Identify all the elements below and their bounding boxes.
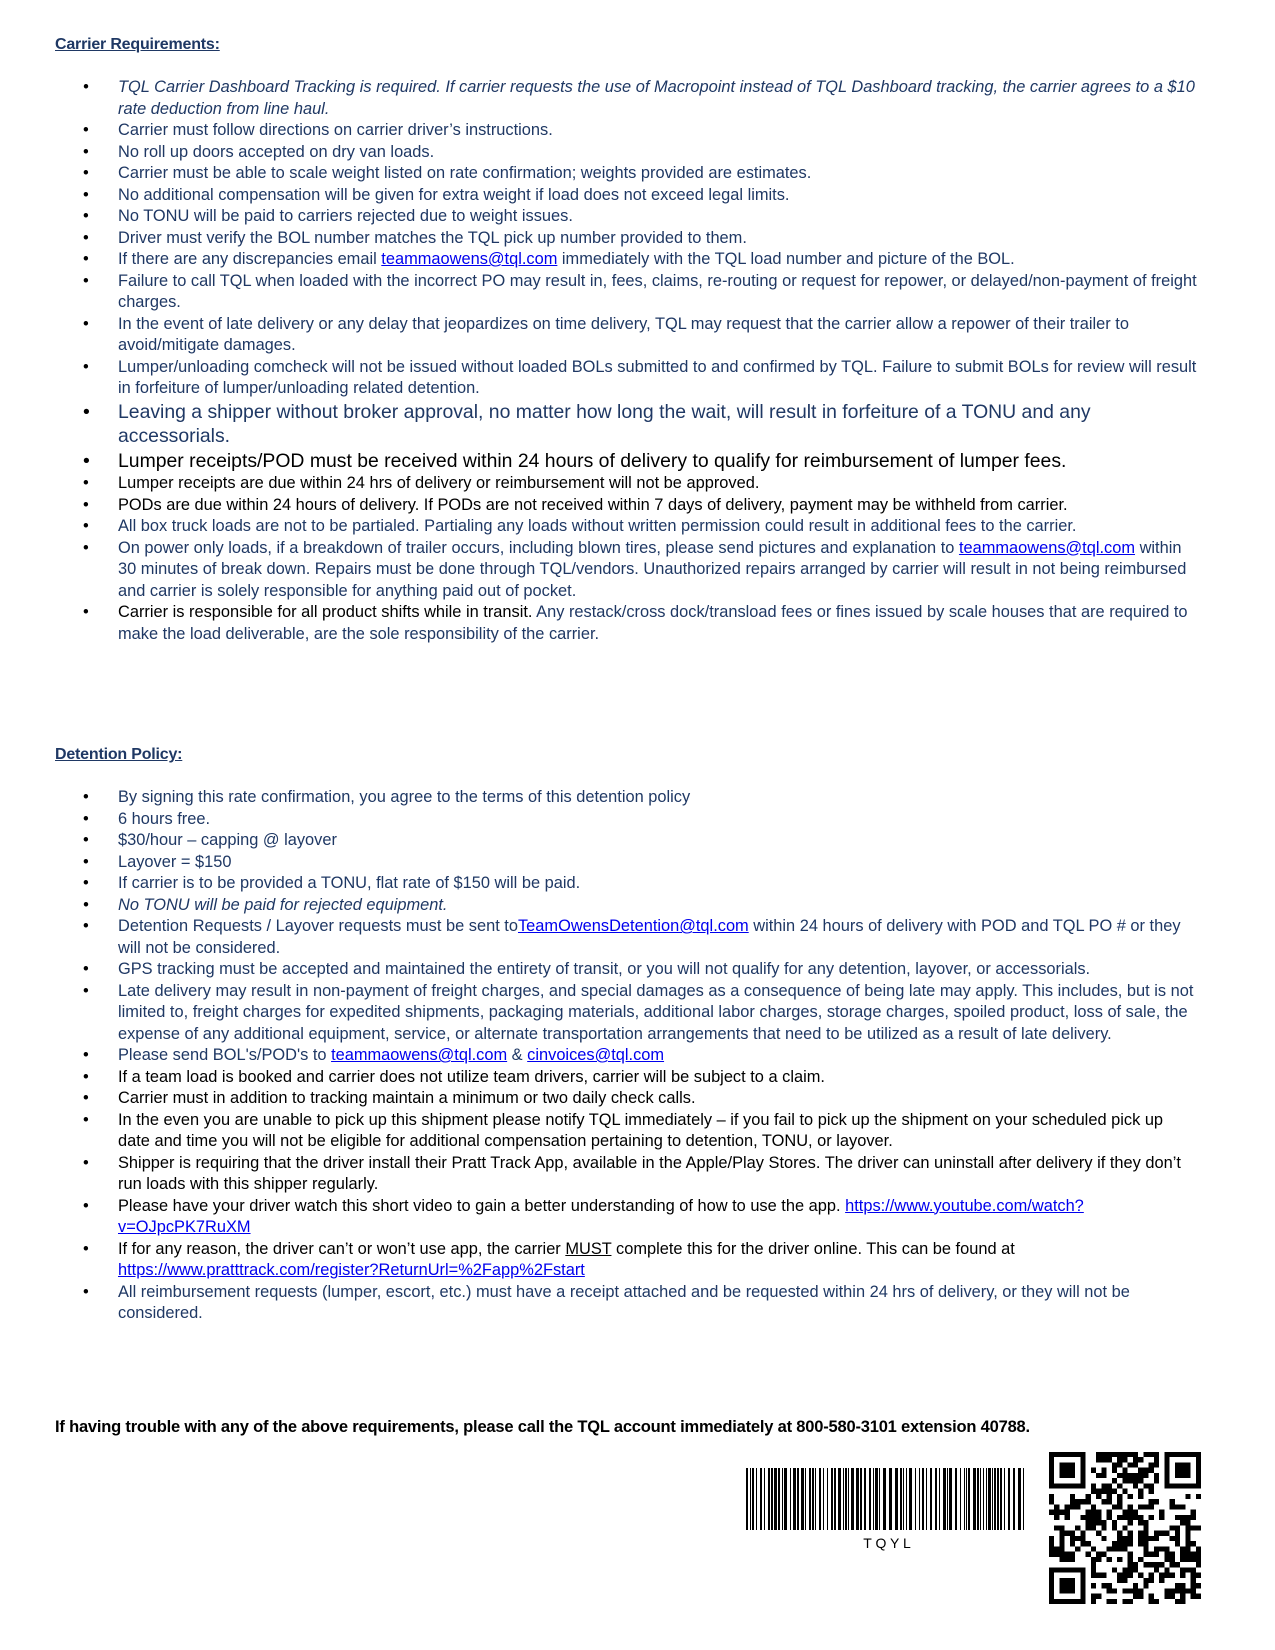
list-item: • In the even you are unable to pick up this shipment please notify TQL immediately – if you fail to pick up the shipment on your scheduled pick up date and time you will not be eligible for additional compensation pertaining to detention, TONU, or layover.	[0, 1110, 1198, 1153]
detention-policy-list	[0, 787, 1275, 1325]
list-item: • Carrier must be able to scale weight listed on rate confirmation; weights provided are estimates.	[0, 163, 1198, 185]
list-item: • Detention Requests / Layover requests must be sent toTeamOwensDetention@tql.com within 24 hours of delivery with POD and TQL PO # or they will not be considered.	[0, 916, 1198, 959]
list-item: • Driver must verify the BOL number matches the TQL pick up number provided to them.	[0, 228, 1198, 250]
list-item: • Leaving a shipper without broker approval, no matter how long the wait, will result in forfeiture of a TONU and any accessorials.	[0, 400, 1198, 449]
list-item: • Lumper receipts/POD must be received within 24 hours of delivery to qualify for reimbursement of lumper fees.	[0, 449, 1198, 474]
email-link[interactable]: cinvoices@tql.com	[527, 1046, 665, 1064]
list-item: • GPS tracking must be accepted and maintained the entirety of transit, or you will not qualify for any detention, layover, or accessorials.	[0, 959, 1198, 981]
list-item: • 6 hours free.	[0, 809, 1198, 831]
list-item: • Lumper receipts are due within 24 hrs of delivery or reimbursement will not be approved.	[0, 473, 1198, 495]
list-item: • Please have your driver watch this short video to gain a better understanding of how to use the app. https://www.youtube.com/watch?v=OJpcPK7RuXM	[0, 1196, 1198, 1239]
email-link[interactable]: teammaowens@tql.com	[381, 250, 558, 268]
video-link[interactable]: https://www.youtube.com/watch?v=OJpcPK7RuXM	[118, 1196, 1084, 1236]
list-item: • If there are any discrepancies email teammaowens@tql.com immediately with the TQL load number and picture of the BOL.	[0, 249, 1198, 271]
register-link[interactable]: https://www.pratttrack.com/register?ReturnUrl=%2Fapp%2Fstart	[118, 1261, 585, 1279]
list-item: • No roll up doors accepted on dry van loads.	[0, 142, 1198, 164]
list-item: • In the event of late delivery or any delay that jeopardizes on time delivery, TQL may request that the carrier allow a repower of their trailer to avoid/mitigate damages.	[0, 314, 1198, 357]
list-item: • Layover = $150	[0, 852, 1198, 874]
list-item: • $30/hour – capping @ layover	[0, 830, 1198, 852]
list-item: • By signing this rate confirmation, you agree to the terms of this detention policy	[0, 787, 1198, 809]
list-item: • On power only loads, if a breakdown of trailer occurs, including blown tires, please send pictures and explanation to teammaowens@tql.com within 30 minutes of break down. Repairs must be done through TQL/vendors. Unauthorized repairs arranged by carrier will result in not being reimbursed and carrier is solely responsible for anything paid out of pocket.	[0, 538, 1198, 603]
barcode-text: T Q Y L	[863, 1535, 911, 1551]
list-item: • Late delivery may result in non-payment of freight charges, and special damages as a consequence of being late may apply. This includes, but is not limited to, freight charges for expedited shipments, packaging materials, additional labor charges, storage charges, spoiled product, loss of sale, the expense of any additional equipment, service, or alternate transportation arrangements that need to be utilized as a result of late delivery.	[0, 981, 1198, 1046]
carrier-requirements-list	[0, 77, 1275, 645]
list-item: • Please send BOL's/POD's to teammaowens@tql.com & cinvoices@tql.com	[0, 1045, 1198, 1067]
list-item: • Carrier must follow directions on carrier driver’s instructions.	[0, 120, 1198, 142]
qr-code-icon	[1049, 1452, 1201, 1604]
footer-notice: If having trouble with any of the above requirements, please call the TQL account immediately at 800-580-3101 extension 40788.	[55, 1418, 1030, 1436]
list-item: • No additional compensation will be given for extra weight if load does not exceed legal limits.	[0, 185, 1198, 207]
barcode-icon	[744, 1468, 1030, 1552]
list-item: • Carrier is responsible for all product shifts while in transit. Any restack/cross dock/transload fees or fines issued by scale houses that are required to make the load deliverable, are the sole responsibility of the carrier.	[0, 602, 1198, 645]
list-item: • If carrier is to be provided a TONU, flat rate of $150 will be paid.	[0, 873, 1198, 895]
list-item: • No TONU will be paid for rejected equipment.	[0, 895, 1198, 917]
list-item: • PODs are due within 24 hours of delivery. If PODs are not received within 7 days of delivery, payment may be withheld from carrier.	[0, 495, 1198, 517]
list-item: • If a team load is booked and carrier does not utilize team drivers, carrier will be subject to a claim.	[0, 1067, 1198, 1089]
list-item: • No TONU will be paid to carriers rejected due to weight issues.	[0, 206, 1198, 228]
carrier-requirements-heading: Carrier Requirements:	[55, 36, 220, 53]
list-item: • All box truck loads are not to be partialed. Partialing any loads without written permission could result in additional fees to the carrier.	[0, 516, 1198, 538]
email-link[interactable]: TeamOwensDetention@tql.com	[517, 917, 749, 935]
list-item: • If for any reason, the driver can’t or won’t use app, the carrier MUST complete this for the driver online. This can be found at https://www.pratttrack.com/register?ReturnUrl=%2Fapp%2Fstart	[0, 1239, 1198, 1282]
list-item: • Failure to call TQL when loaded with the incorrect PO may result in, fees, claims, re-routing or request for repower, or delayed/non-payment of freight charges.	[0, 271, 1198, 314]
list-item: • Shipper is requiring that the driver install their Pratt Track App, available in the Apple/Play Stores. The driver can uninstall after delivery if they don’t run loads with this shipper regularly.	[0, 1153, 1198, 1196]
list-item: • TQL Carrier Dashboard Tracking is required. If carrier requests the use of Macropoint instead of TQL Dashboard tracking, the carrier agrees to a $10 rate deduction from line haul.	[0, 77, 1198, 120]
detention-policy-heading: Detention Policy:	[55, 746, 183, 763]
email-link[interactable]: teammaowens@tql.com	[958, 538, 1136, 557]
list-item: • Lumper/unloading comcheck will not be issued without loaded BOLs submitted to and confirmed by TQL. Failure to submit BOLs for review will result in forfeiture of lumper/unloading related detention.	[0, 357, 1198, 400]
list-item: • All reimbursement requests (lumper, escort, etc.) must have a receipt attached and be requested within 24 hrs of delivery, or they will not be considered.	[0, 1282, 1198, 1325]
email-link[interactable]: teammaowens@tql.com	[331, 1046, 508, 1064]
list-item: • Carrier must in addition to tracking maintain a minimum or two daily check calls.	[0, 1088, 1198, 1110]
